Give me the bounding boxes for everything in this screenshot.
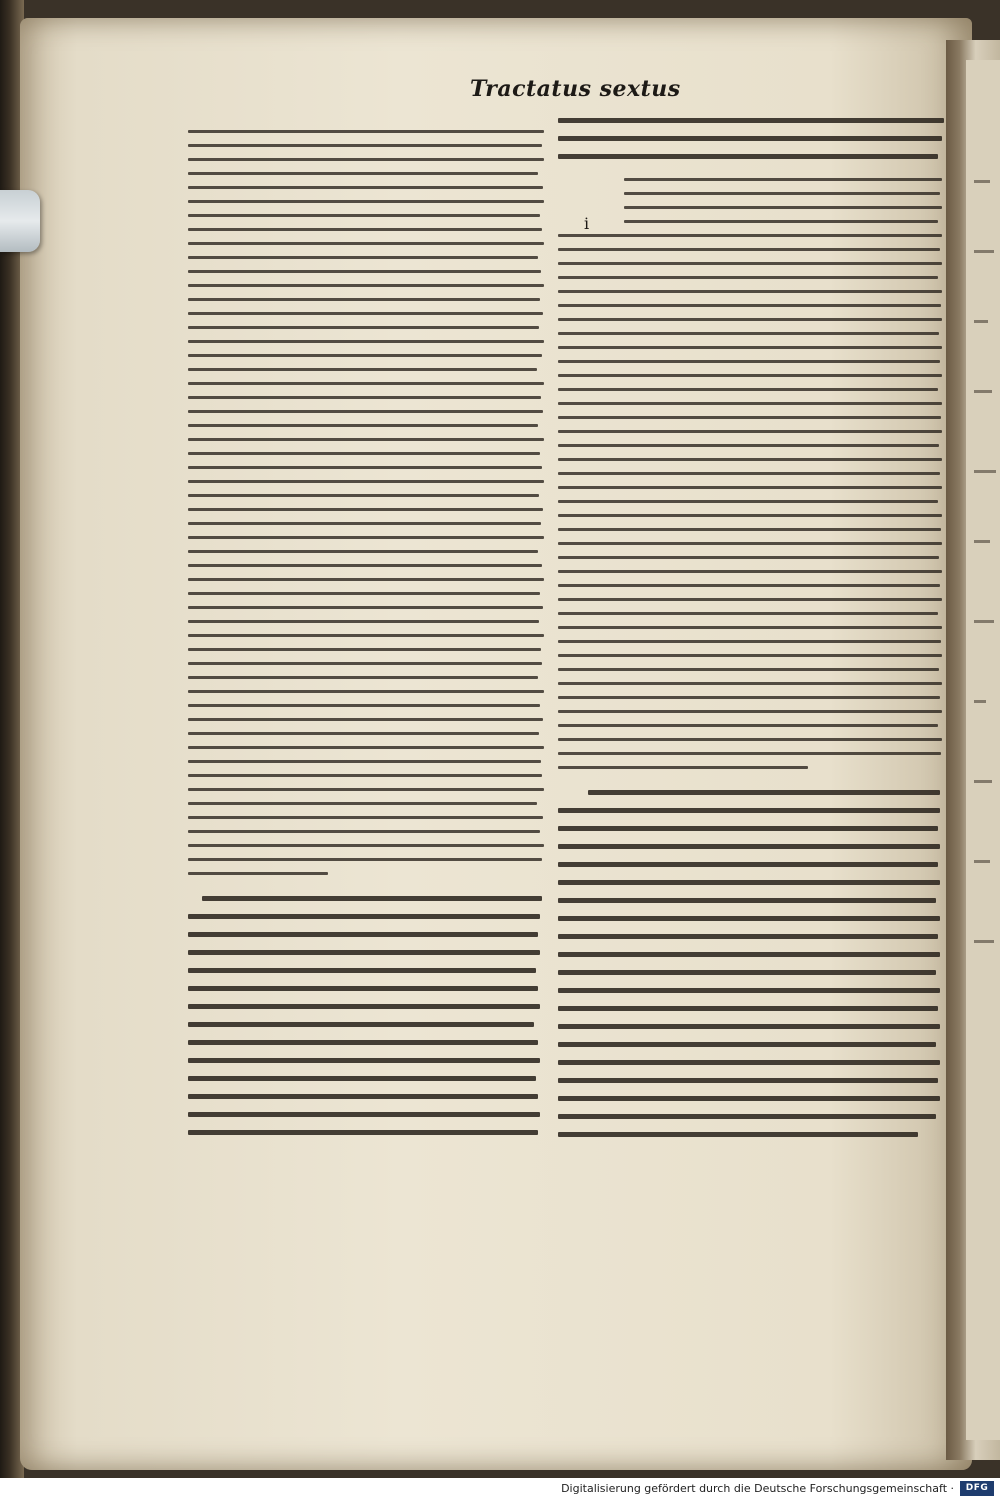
bookmark-strip-icon bbox=[0, 190, 40, 252]
funding-credit: Digitalisierung gefördert durch die Deutsche Forschungsgemeinschaft · bbox=[561, 1482, 954, 1495]
text-column-left bbox=[188, 130, 548, 1148]
text-column-right bbox=[558, 118, 948, 1150]
dfg-logo-icon: DFG bbox=[960, 1481, 994, 1496]
running-head: Tractatus sextus bbox=[470, 76, 681, 102]
initial-letter: i bbox=[584, 214, 590, 233]
next-page-sliver bbox=[966, 60, 1000, 1440]
digitization-footer bbox=[0, 1478, 1000, 1500]
